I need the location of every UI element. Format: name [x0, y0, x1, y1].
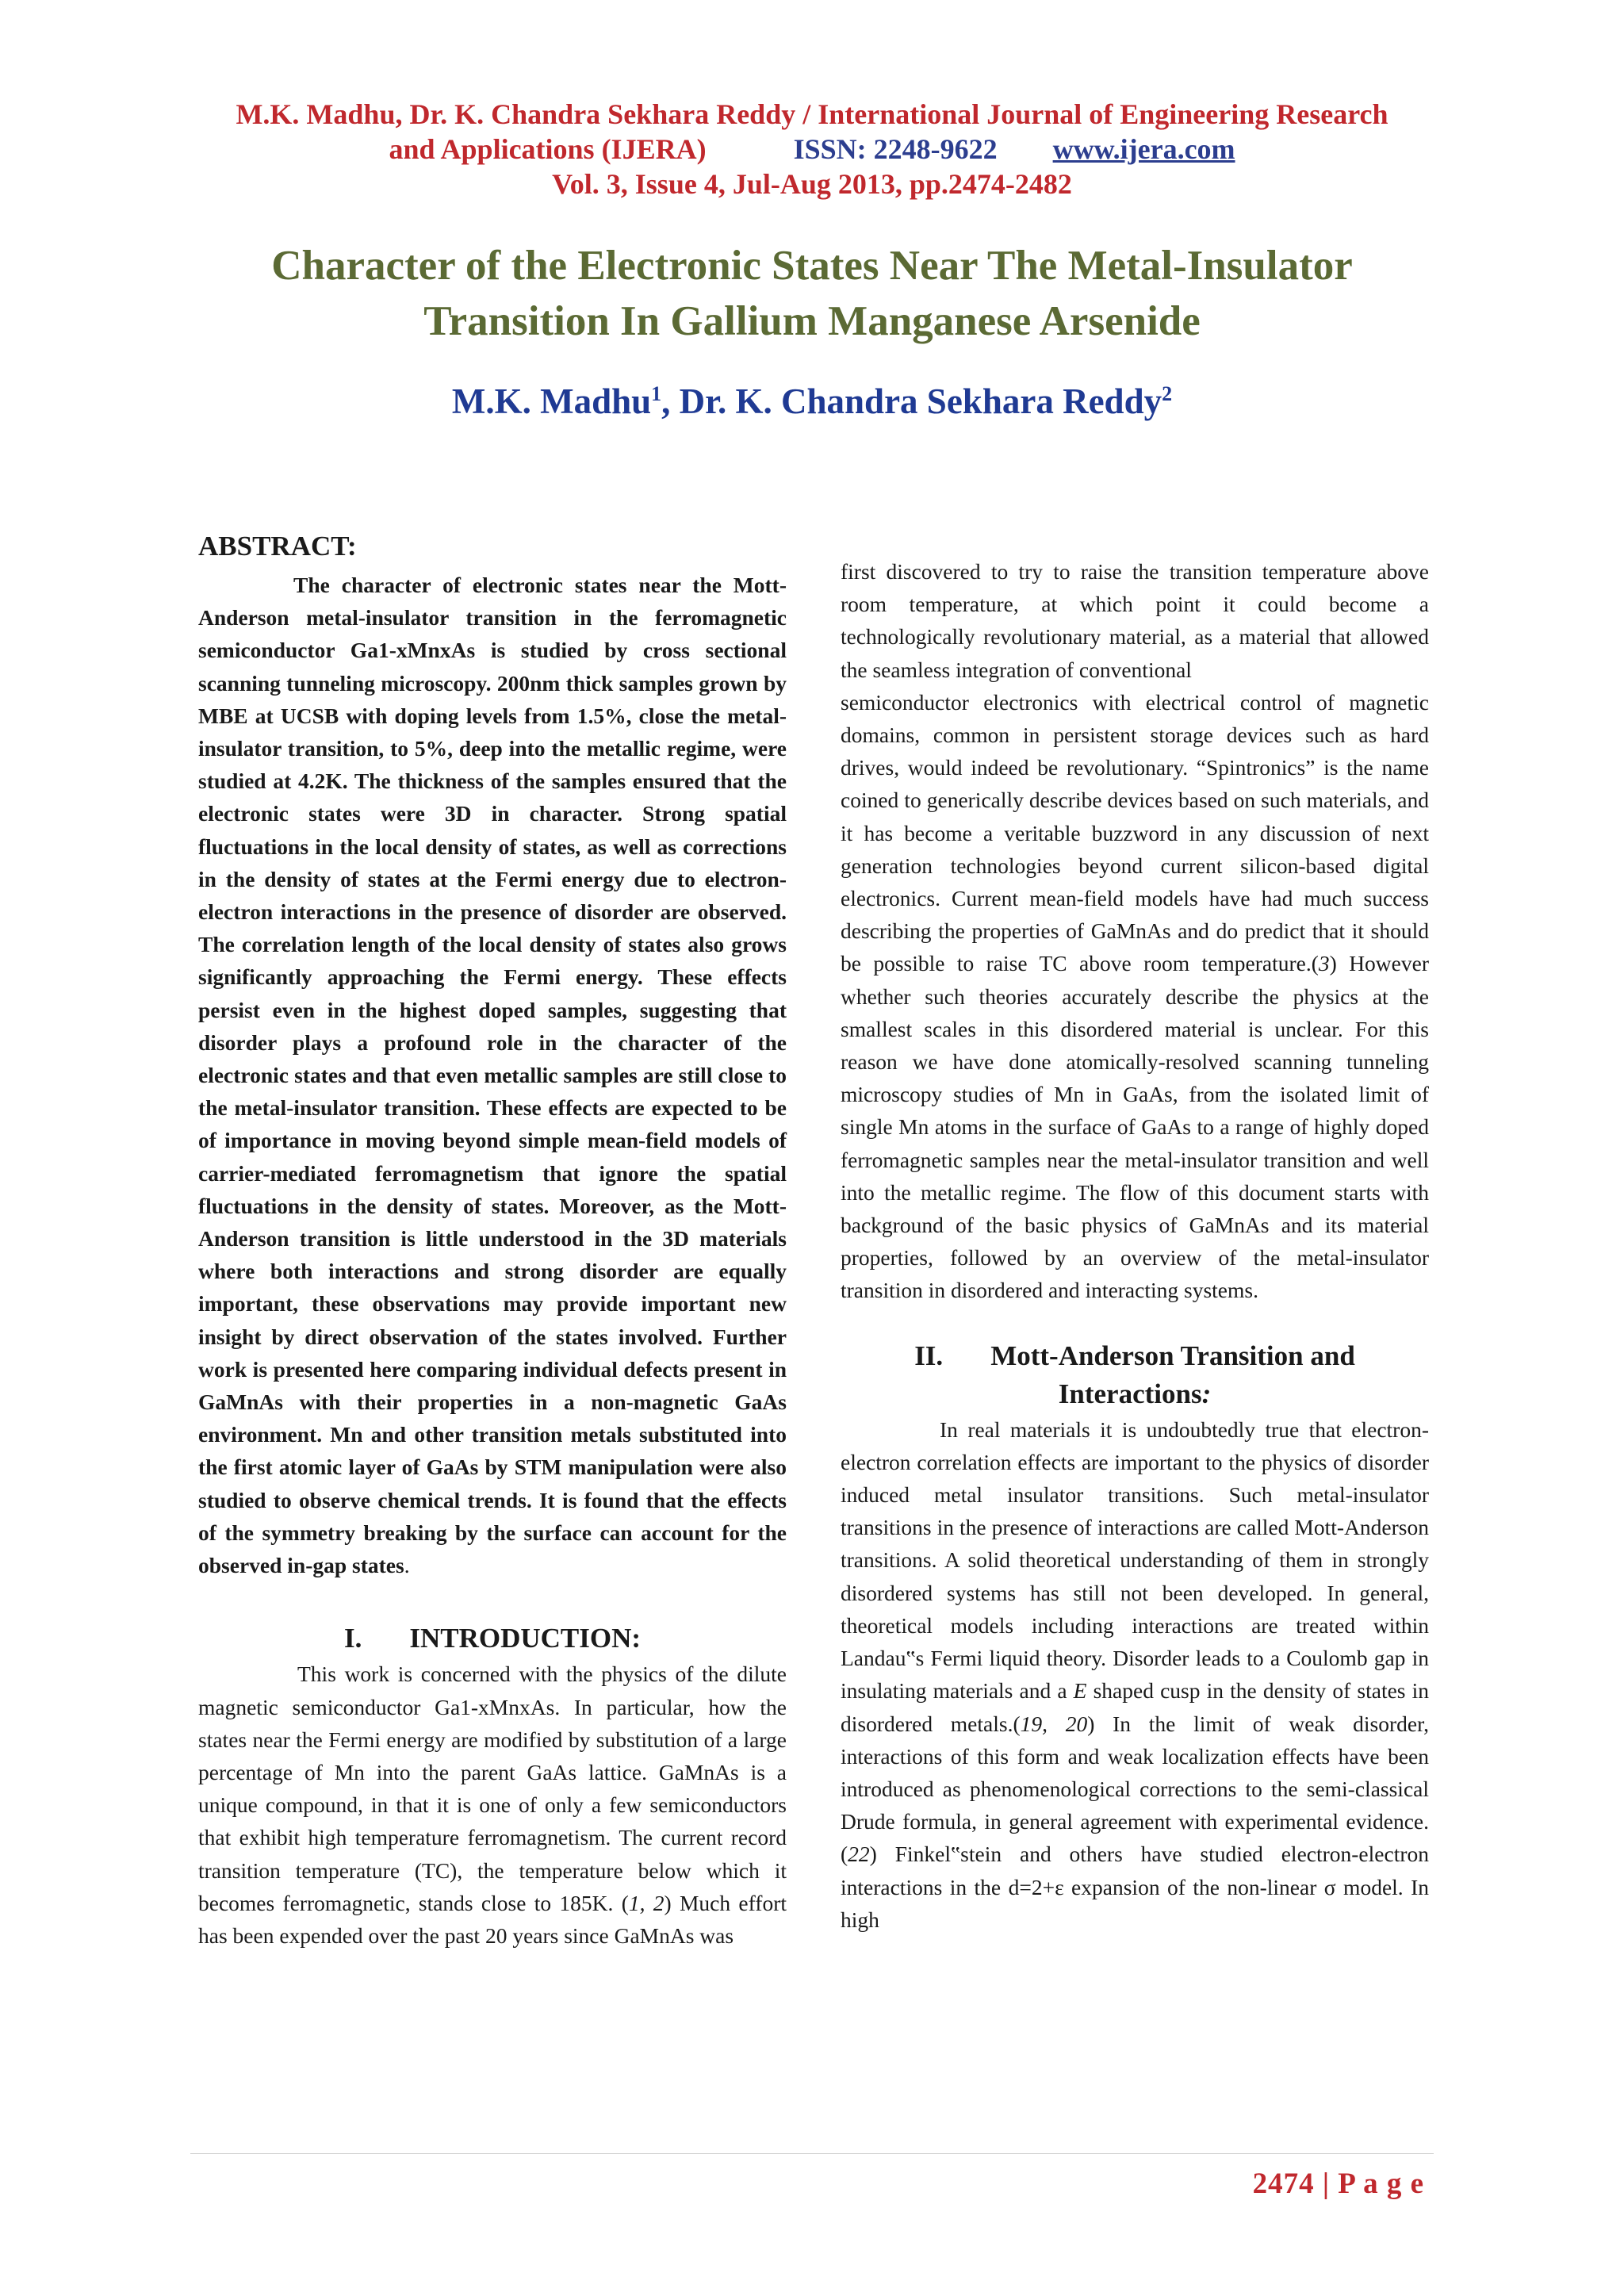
- section2-text-2: shaped cusp in the density of states in disordered metals.(: [841, 1678, 1430, 1736]
- intro-text-a: This work is concerned with the physics of the dilute magnetic semiconductor Ga1-xMnxAs. In particular, how the states near the Fermi energy are modified by substitution of a large percentage of Mn into the parent GaAs lattice. GaMnAs is a unique compound, in that it is one of only a few semiconductors that exhibit high temperature ferromagnetism. The current record transition temperature (TC), the temperature below which it becomes ferromagnetic, stands close to 185K. (: [198, 1662, 787, 1915]
- author-separator: ,: [661, 381, 680, 421]
- citation: 1, 2: [628, 1890, 665, 1915]
- left-column: [198, 527, 787, 1952]
- section2-heading: [841, 1337, 1429, 1413]
- abstract-end: .: [404, 1553, 410, 1578]
- abstract-body: [198, 569, 787, 1581]
- author-2-affil: 2: [1162, 382, 1173, 405]
- spacer: [198, 1581, 787, 1619]
- journal-name-cont: and Applications (IJERA): [389, 133, 707, 165]
- section2-colon: :: [1201, 1378, 1212, 1409]
- journal-header-line2: [190, 132, 1434, 167]
- section2-text-1: In real materials it is undoubtedly true that electron-electron correlation effects are important to the physics of disorder induced metal insulator transitions. Such metal-insulator transitions in the presence of interactions are called Mott-Anderson transitions. A solid theoretical understanding of them in strongly disordered systems has still not been developed. In general, theoretical models including interactions are treated within Landau‟s Fermi liquid theory. Disorder leads to a Coulomb gap in insulating materials and a: [841, 1416, 1429, 1704]
- journal-header-line3: Vol. 3, Issue 4, Jul-Aug 2013, pp.2474-2482: [552, 168, 1072, 200]
- section2-text-4: ) Finkel‟stein and others have studied electron-electron interactions in the d=2+ε expansion of the non-linear σ model. In high: [841, 1842, 1429, 1932]
- abstract-heading: ABSTRACT:: [198, 531, 357, 562]
- paper-title: [119, 238, 1505, 349]
- intro-heading: [198, 1619, 787, 1658]
- journal-header: [190, 97, 1434, 201]
- section2-title-2: Interactions: [1058, 1378, 1202, 1409]
- title-line2: Transition In Gallium Manganese Arsenide: [423, 298, 1201, 344]
- journal-header-line1: M.K. Madhu, Dr. K. Chandra Sekhara Reddy / International Journal of Engineering Research: [236, 98, 1388, 130]
- footer-divider: [190, 2153, 1434, 2154]
- section2-number: II.: [914, 1340, 944, 1371]
- math-var-e: E: [1073, 1678, 1087, 1704]
- section2-heading-line2: [841, 1375, 1429, 1413]
- intro-number: I.: [343, 1623, 362, 1654]
- page-number: 2474 | P a g e: [1252, 2168, 1424, 2200]
- section2-text-3: ) In the limit of weak disorder, interactions of this form and weak localization effects have been introduced as phenomenological corrections to the semi-classical Drude formula, in general agreement with experimental evidence.(: [841, 1711, 1430, 1867]
- right-text-a: semiconductor electronics with electrical control of magnetic domains, common in persistent storage devices such as hard drives, would indeed be revolutionary. “Spintronics” is the name coined to generically describe devices based on such materials, and it has become a veritable buzzword in any discussion of next generation technologies beyond current silicon-based digital electronics. Current mean-field models have had much success describing the properties of GaMnAs and do predict that it should be possible to raise TC above room temperature.(: [841, 689, 1429, 976]
- right-text-b: ) However whether such theories accurately describe the physics at the smallest scales in this disordered material is unclear. For this reason we have done atomically-resolved scanning tunneling microscopy studies of Mn in GaAs, from the isolated limit of single Mn atoms in the surface of GaAs to a range of highly doped ferromagnetic samples near the metal-insulator transition and well into the metallic regime. The flow of this document starts with background of the basic physics of GaMnAs and its material properties, followed by an overview of the metal-insulator transition in disordered and interacting systems.: [841, 951, 1429, 1303]
- author-1-affil: 1: [651, 382, 662, 405]
- right-column: [841, 555, 1429, 1936]
- section2-title-1: Mott-Anderson Transition and: [990, 1340, 1355, 1371]
- section2-heading-line1: [841, 1337, 1429, 1375]
- author-2: Dr. K. Chandra Sekhara Reddy: [679, 381, 1162, 421]
- journal-url-link[interactable]: www.ijera.com: [1052, 133, 1235, 165]
- intro-paragraph: [198, 1658, 787, 1952]
- citation: 22: [848, 1842, 870, 1867]
- right-paragraph-1: first discovered to try to raise the transition temperature above room temperature, at which point it could become a technologically revolutionary material, as a material that allowed the seamless integration of conventional: [841, 559, 1429, 682]
- intro-title: INTRODUCTION:: [409, 1623, 642, 1654]
- citation: 3: [1318, 951, 1330, 976]
- author-1: M.K. Madhu: [451, 381, 652, 421]
- issn: ISSN: 2248-9622: [793, 133, 998, 165]
- intro-text-b: ) Much effort has been expended over the past 20 years since GaMnAs was: [198, 1890, 787, 1948]
- right-paragraph-2: [841, 686, 1429, 1307]
- abstract-text: The character of electronic states near the Mott-Anderson metal-insulator transition in the ferromagnetic semiconductor Ga1-xMnxAs is studied by cross sectional scanning tunneling microscopy. 200nm thick samples grown by MBE at UCSB with doping levels from 1.5%, close the metal-insulator transition, to 5%, deep into the metallic regime, were studied at 4.2K. The thickness of the samples ensured that the electronic states were 3D in character. Strong spatial fluctuations in the local density of states, as well as corrections in the density of states at the Fermi energy due to electron-electron interactions in the presence of disorder are observed. The correlation length of the local density of states also grows significantly approaching the Fermi energy. These effects persist even in the highest doped samples, suggesting that disorder plays a profound role in the character of the electronic states and that even metallic samples are still close to the metal-insulator transition. These effects are expected to be of importance in moving beyond simple mean-field models of carrier-mediated ferromagnetism that ignore the spatial fluctuations in the density of states. Moreover, as the Mott-Anderson transition is little understood in the 3D materials where both interactions and strong disorder are equally important, these observations may provide important new insight by direct observation of the states involved. Further work is presented here comparing individual defects present in GaMnAs with their properties in a non-magnetic GaAs environment. Mn and other transition metals substituted into the first atomic layer of GaAs by STM manipulation were also studied to observe chemical trends. It is found that the effects of the symmetry breaking by the surface can account for the observed in-gap states: [198, 573, 787, 1578]
- section2-paragraph: [841, 1413, 1429, 1936]
- authors: [119, 381, 1505, 422]
- spacer: [841, 1307, 1429, 1337]
- title-line1: Character of the Electronic States Near The Metal-Insulator: [271, 243, 1353, 289]
- citation: 19, 20: [1020, 1711, 1088, 1736]
